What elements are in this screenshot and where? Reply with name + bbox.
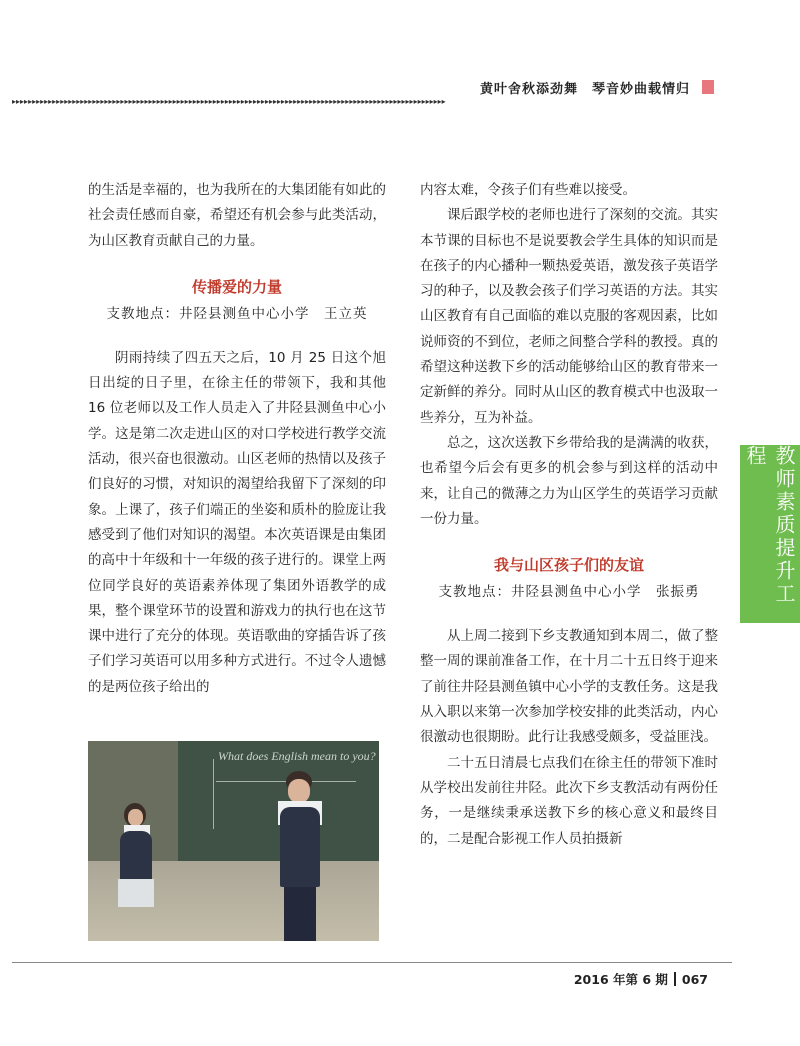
section-title-1: 传播爱的力量 [191,277,282,296]
student-boy-trousers [284,887,316,941]
section-author-1: 支教地点：井陉县测鱼中心小学 王立英 [106,305,368,322]
right-column [420,178,718,852]
header-arrow-divider: ▸▸▸▸▸▸▸▸▸▸▸▸▸▸▸▸▸▸▸▸▸▸▸▸▸▸▸▸▸▸▸▸▸▸▸▸▸▸▸▸▸▸▸▸▸▸▸▸▸▸▸▸▸▸▸▸▸▸▸▸▸▸▸▸▸▸▸▸▸▸▸▸▸▸▸▸▸▸▸▸▸▸▸▸▸▸▸▸▸▸▸▸▸▸▸▸▸▸▸▸▸▸▸▸▸▸▸▸ [12,98,446,106]
page-footer [574,970,708,988]
right-continuation-3: 总之，这次送教下乡带给我的是满满的收获，也希望今后会有更多的机会参与到这样的活动中来，让自己的微薄之力为山区学生的英语学习贡献一份力量。 [420,434,718,527]
student-girl-figure [120,831,152,881]
right-continuation-1: 内容太难，令孩子们有些难以接受。 [420,182,636,198]
header-color-mark [702,80,714,94]
issue-label: 2016 年第 6 期 [573,972,668,987]
student-boy-figure [280,807,320,887]
left-intro-paragraph: 的生活是幸福的，也为我所在的大集团能有如此的社会责任感而自豪，希望还有机会参与此类活动，为山区教育贡献自己的力量。 [88,182,386,249]
page-number: 067 [681,972,708,987]
right-continuation-2: 课后跟学校的老师也进行了深刻的交流。其实本节课的目标也不是说要教会学生具体的知识而是在孩子的内心播种一颗热爱英语，激发孩子英语学习的种子，以及教会孩子们学习英语的方法。其实山区教育有自己面临的难以克服的客观因素，比如说师资的不到位，老师之间整合学科的教授。真的希望这种送教下乡的活动能够给山区的教育带来一定新鲜的养分。同时从山区的教育模式中也汲取一些养分，互为补益。 [420,207,718,426]
student-girl-skirt [118,879,154,907]
student-boy-face [288,779,310,803]
section2-paragraph-1: 从上周二接到下乡支教通知到本周二，做了整整一周的课前准备工作，在十月二十五日终于迎来了前往井陉县测鱼镇中心小学的支教任务。这是我从入职以来第一次参加学校安排的此类活动，内心很激动也很期盼。此行让我感受颇多，受益匪浅。 [420,628,718,746]
section-author-2: 支教地点：井陉县测鱼中心小学 张振勇 [438,584,700,601]
section-title-2: 我与山区孩子们的友谊 [493,556,644,575]
section1-paragraph-1: 阴雨持续了四五天之后，10 月 25 日这个旭日出绽的日子里，在徐主任的带领下，我和其他 16 位老师以及工作人员走入了井陉县测鱼中心小学。这是第二次走进山区的对口学校进行教学交流活动，很兴奋也很激动。山区老师的热情以及孩子们良好的习惯，对知识的渴望给我留下了深刻的印象。上课了，孩子们端正的坐姿和质朴的脸庞让我感受到了他们对知识的渴望。本次英语课是由集团的高中十年级和十一年级的孩子进行的。课堂上两位同学良好的英语素养体现了集团外语教学的成果，整个课堂环节的设置和游戏力的执行也在这节课中进行了充分的体现。英语歌曲的穿插告诉了孩子们学习英语可以用多种方式进行。不过令人遗憾的是两位孩子给出的 [88,349,386,695]
section2-paragraph-2: 二十五日清晨七点我们在徐主任的带领下准时从学校出发前往井陉。此次下乡支教活动有两份任务，一是继续秉承送教下乡的核心意义和最终目的，二是配合影视工作人员拍摄新 [420,754,718,847]
footer-rule [12,962,732,963]
student-girl-face [128,809,143,826]
footer-separator [674,972,676,986]
section-side-tab: 教师素质提升工程 [740,445,800,623]
blackboard-vline [213,759,214,829]
left-column [88,178,386,700]
running-header-title: 黄叶舍秋添劲舞 琴音妙曲载情归 [479,82,690,97]
blackboard-text: What does English mean to you? [218,749,376,763]
classroom-photo [88,741,379,941]
